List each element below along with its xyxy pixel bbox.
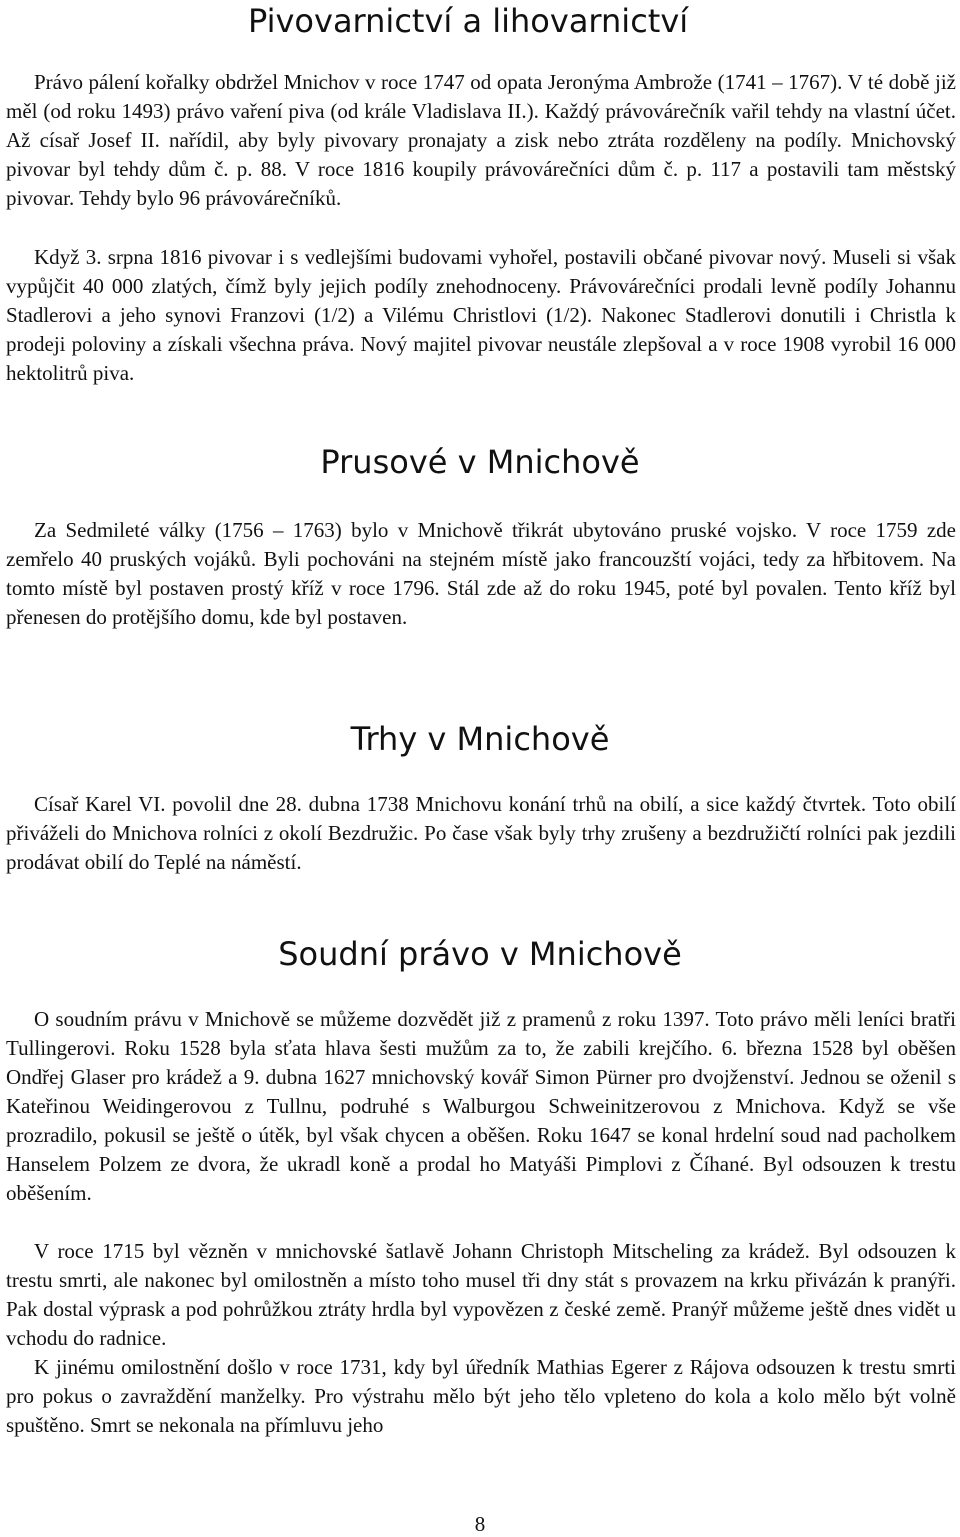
paragraph-court-1: O soudním právu v Mnichově se můžeme dozvědět již z pramenů z roku 1397. Toto právo měli leníci bratři Tullingerovi. Roku 1528 byla sťata hlava šesti mužům za to, že zabili krejčího. 6. března 1528 byl oběšen Ondřej Glaser pro krádež a 9. dubna 1627 mnichovský kovář Simon Pürner pro dvojženství. Jednou se oženil s Kateřinou Weidingerovou z Tullnu, podruhé s Walburgou Schweinitzerovou z Mnichova. Když se vše prozradilo, pokusil se ještě o útěk, byl však chycen a oběšen. Roku 1647 se konal hrdelní soud nad pacholkem Hanselem Polzem ze dvora, že ukradl koně a prodal ho Matyáši Pimplovi z Číhané. Byl odsouzen k trestu oběšením. <box>6 1007 956 1205</box>
section-heading-court: Soudní právo v Mnichově <box>278 935 682 973</box>
section-heading-prussians: Prusové v Mnichově <box>320 443 640 481</box>
section-heading-markets: Trhy v Mnichově <box>350 720 610 758</box>
paragraph-markets-1: Císař Karel VI. povolil dne 28. dubna 1738 Mnichovu konání trhů na obilí, a sice každý čtvrtek. Toto obilí přiváželi do Mnichova rolníci z okolí Bezdružic. Po čase však byly trhy zrušeny a bezdružičtí rolníci pak jezdili prodávat obilí do Teplé na náměstí. <box>6 792 956 874</box>
paragraph-brewing-1: Právo pálení kořalky obdržel Mnichov v roce 1747 od opata Jeronýma Ambrože (1741 – 1767). V té době již měl (od roku 1493) právo vaření piva (od krále Vladislava II.). Každý právovárečník vařil tehdy na vlastní účet. Až císař Josef II. nařídil, aby byly pivovary pronajaty a zisk nebo ztráta rozděleny na podíly. Mnichovský pivovar byl tehdy dům č. p. 88. V roce 1816 koupily právovárečníci dům č. p. 117 a postavili tam městský pivovar. Tehdy bylo 96 právovárečníků. <box>6 70 956 210</box>
paragraph-brewing-2: Když 3. srpna 1816 pivovar i s vedlejšími budovami vyhořel, postavili občané pivovar nový. Museli si však vypůjčit 40 000 zlatých, čímž byly jejich podíly znehodnoceny. Právovárečníci prodali levně podíly Johannu Stadlerovi a jeho synovi Franzovi (1/2) a Vilému Christlovi (1/2). Nakonec Stadlerovi donutili i Christla k prodeji poloviny a získali všechna práva. Nový majitel pivovar neustále zlepšoval a v roce 1908 vyrobil 16 000 hektolitrů piva. <box>6 245 956 385</box>
paragraph-court-2: V roce 1715 byl vězněn v mnichovské šatlavě Johann Christoph Mitscheling za krádež. Byl odsouzen k trestu smrti, ale nakonec byl omilostněn a místo toho musel tři dny stát s provazem na krku přivázán k pranýři. Pak dostal výprask a pod pohrůžkou ztráty hrdla byl vypovězen z české země. Pranýř můžeme ještě dnes vidět u vchodu do radnice. <box>6 1239 956 1350</box>
paragraph-prussians-1: Za Sedmileté války (1756 – 1763) bylo v Mnichově třikrát ubytováno pruské vojsko. V roce 1759 zde zemřelo 40 pruských vojáků. Byli pochováni na stejném místě jako francouzští vojáci, tedy za hřbitovem. Na tomto místě byl postaven prostý kříž v roce 1796. Stál zde až do roku 1945, poté byl povalen. Tento kříž byl přenesen do protějšího domu, kde byl postaven. <box>6 518 956 629</box>
section-heading-brewing: Pivovarnictví a lihovarnictví <box>248 2 689 40</box>
page-number: 8 <box>474 1512 486 1536</box>
paragraph-court-3: K jinému omilostnění došlo v roce 1731, kdy byl úředník Mathias Egerer z Rájova odsouzen k trestu smrti pro pokus o zavraždění manželky. Pro výstrahu mělo být jeho tělo vpleteno do kola a kolo mělo být volně spuštěno. Smrt se nekonala na přímluvu jeho <box>6 1355 956 1437</box>
